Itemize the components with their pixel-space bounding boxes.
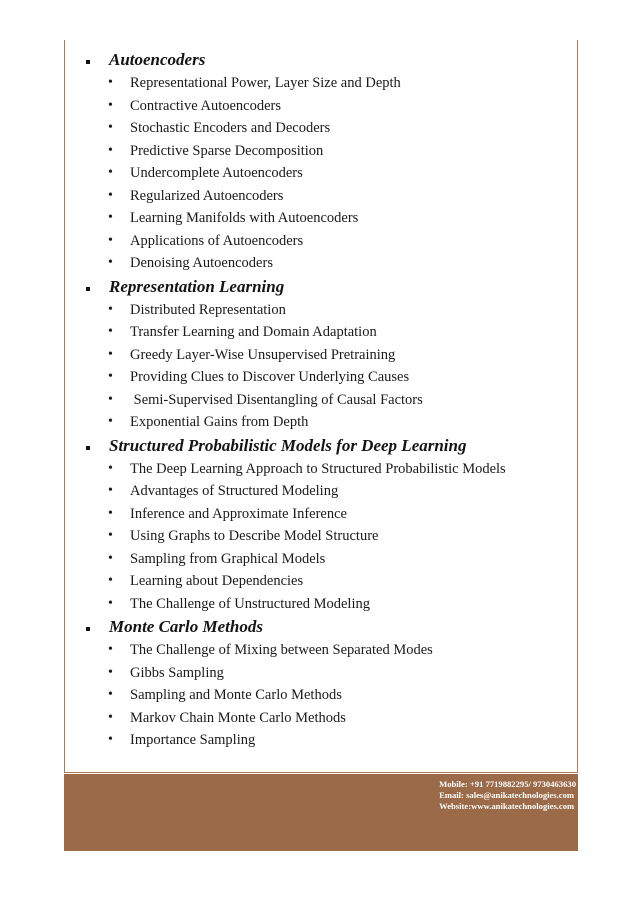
list-item-text: Contractive Autoencoders bbox=[130, 97, 281, 114]
list-item-text: Exponential Gains from Depth bbox=[130, 414, 309, 430]
section-heading bbox=[64, 48, 578, 72]
list-item bbox=[64, 162, 578, 185]
section-heading bbox=[64, 275, 578, 299]
list-item bbox=[64, 593, 578, 616]
section-title: Monte Carlo Methods bbox=[109, 617, 263, 636]
bullet-icon: • bbox=[108, 346, 113, 362]
list-item-text: Applications of Autoencoders bbox=[130, 232, 304, 249]
bullet-icon: • bbox=[108, 732, 113, 747]
list-item-text: Advantages of Structured Modeling bbox=[130, 483, 339, 499]
bullet-icon: • bbox=[108, 187, 113, 203]
bullet-icon: • bbox=[108, 165, 113, 180]
bullet-icon: • bbox=[108, 528, 113, 543]
list-item-text: Gibbs Sampling bbox=[130, 664, 224, 681]
list-item bbox=[64, 684, 578, 707]
list-item bbox=[64, 458, 578, 481]
list-item bbox=[64, 662, 578, 685]
square-bullet-icon bbox=[86, 627, 90, 631]
bullet-icon: • bbox=[108, 301, 113, 317]
list-item bbox=[64, 207, 578, 230]
bullet-icon: • bbox=[108, 414, 113, 429]
bullet-icon: • bbox=[108, 255, 113, 270]
list-item bbox=[64, 729, 578, 752]
bullet-icon: • bbox=[108, 75, 113, 90]
list-item bbox=[64, 72, 578, 95]
contact-mobile: Mobile: +91 7719882295/ 9730463630 bbox=[439, 779, 576, 789]
bullet-icon: • bbox=[108, 642, 113, 657]
list-item-text: Sampling from Graphical Models bbox=[130, 550, 326, 567]
list-item bbox=[64, 252, 578, 275]
list-item-text: Representational Power, Layer Size and Depth bbox=[130, 75, 401, 91]
section-0 bbox=[64, 48, 578, 275]
list-item bbox=[64, 503, 578, 526]
topic-list bbox=[64, 458, 578, 616]
syllabus-content bbox=[64, 48, 578, 752]
contact-block bbox=[439, 779, 576, 812]
list-item bbox=[64, 389, 578, 412]
bullet-icon: • bbox=[108, 232, 113, 248]
bullet-icon: • bbox=[108, 142, 113, 158]
section-2 bbox=[64, 434, 578, 616]
bullet-icon: • bbox=[108, 573, 113, 588]
list-item-text: Using Graphs to Describe Model Structure bbox=[130, 528, 379, 544]
list-item bbox=[64, 480, 578, 503]
footer-band bbox=[64, 774, 578, 851]
bullet-icon: • bbox=[108, 709, 113, 725]
list-item bbox=[64, 707, 578, 730]
list-item-text: Transfer Learning and Domain Adaptation bbox=[130, 324, 377, 340]
section-3 bbox=[64, 615, 578, 752]
bullet-icon: • bbox=[108, 210, 113, 225]
list-item-text: Providing Clues to Discover Underlying Causes bbox=[130, 369, 410, 385]
list-item bbox=[64, 366, 578, 389]
bullet-icon: • bbox=[108, 369, 113, 384]
list-item bbox=[64, 321, 578, 344]
list-item-text: Distributed Representation bbox=[130, 301, 286, 318]
bullet-icon: • bbox=[108, 664, 113, 680]
list-item bbox=[64, 140, 578, 163]
list-item-text: The Challenge of Unstructured Modeling bbox=[130, 595, 370, 612]
list-item-text: The Challenge of Mixing between Separated Modes bbox=[130, 642, 433, 658]
list-item-text: Regularized Autoencoders bbox=[130, 187, 284, 204]
list-item-text: Sampling and Monte Carlo Methods bbox=[130, 687, 342, 703]
bullet-icon: • bbox=[108, 120, 113, 135]
list-item bbox=[64, 117, 578, 140]
contact-website[interactable]: Website:www.anikatechnologies.com bbox=[439, 801, 575, 811]
list-item-text: Greedy Layer-Wise Unsupervised Pretraining bbox=[130, 346, 396, 363]
bullet-icon: • bbox=[108, 483, 113, 498]
section-heading bbox=[64, 615, 578, 639]
bullet-icon: • bbox=[108, 97, 113, 113]
list-item bbox=[64, 344, 578, 367]
list-item-text: Learning about Dependencies bbox=[130, 573, 304, 589]
list-item bbox=[64, 185, 578, 208]
topic-list bbox=[64, 639, 578, 752]
section-1 bbox=[64, 275, 578, 434]
section-title: Structured Probabilistic Models for Deep Learning bbox=[109, 435, 467, 455]
list-item bbox=[64, 299, 578, 322]
list-item-text: Inference and Approximate Inference bbox=[130, 505, 347, 522]
square-bullet-icon bbox=[86, 446, 90, 450]
list-item-text: The Deep Learning Approach to Structured Probabilistic Models bbox=[130, 460, 506, 477]
list-item-text: Undercomplete Autoencoders bbox=[130, 165, 303, 181]
bullet-icon: • bbox=[108, 460, 113, 476]
list-item bbox=[64, 95, 578, 118]
topic-list bbox=[64, 299, 578, 434]
list-item-text: Predictive Sparse Decomposition bbox=[130, 142, 324, 159]
topic-list bbox=[64, 72, 578, 275]
list-item bbox=[64, 525, 578, 548]
bullet-icon: • bbox=[108, 505, 113, 521]
list-item bbox=[64, 570, 578, 593]
list-item-text: Semi-Supervised Disentangling of Causal Factors bbox=[130, 391, 423, 408]
bullet-icon: • bbox=[108, 391, 113, 407]
contact-email[interactable]: Email: sales@anikatechnologies.com bbox=[439, 790, 575, 800]
list-item-text: Importance Sampling bbox=[130, 732, 256, 748]
square-bullet-icon bbox=[86, 60, 90, 64]
section-title: Representation Learning bbox=[109, 276, 285, 296]
list-item bbox=[64, 639, 578, 662]
section-heading bbox=[64, 434, 578, 458]
list-item-text: Learning Manifolds with Autoencoders bbox=[130, 210, 359, 226]
list-item-text: Denoising Autoencoders bbox=[130, 255, 273, 271]
list-item bbox=[64, 411, 578, 434]
list-item bbox=[64, 230, 578, 253]
section-title: Autoencoders bbox=[109, 50, 206, 69]
bullet-icon: • bbox=[108, 324, 113, 339]
list-item-text: Stochastic Encoders and Decoders bbox=[130, 120, 331, 136]
bullet-icon: • bbox=[108, 550, 113, 566]
list-item-text: Markov Chain Monte Carlo Methods bbox=[130, 709, 346, 726]
bullet-icon: • bbox=[108, 687, 113, 702]
list-item bbox=[64, 548, 578, 571]
square-bullet-icon bbox=[86, 287, 90, 291]
bullet-icon: • bbox=[108, 595, 113, 611]
